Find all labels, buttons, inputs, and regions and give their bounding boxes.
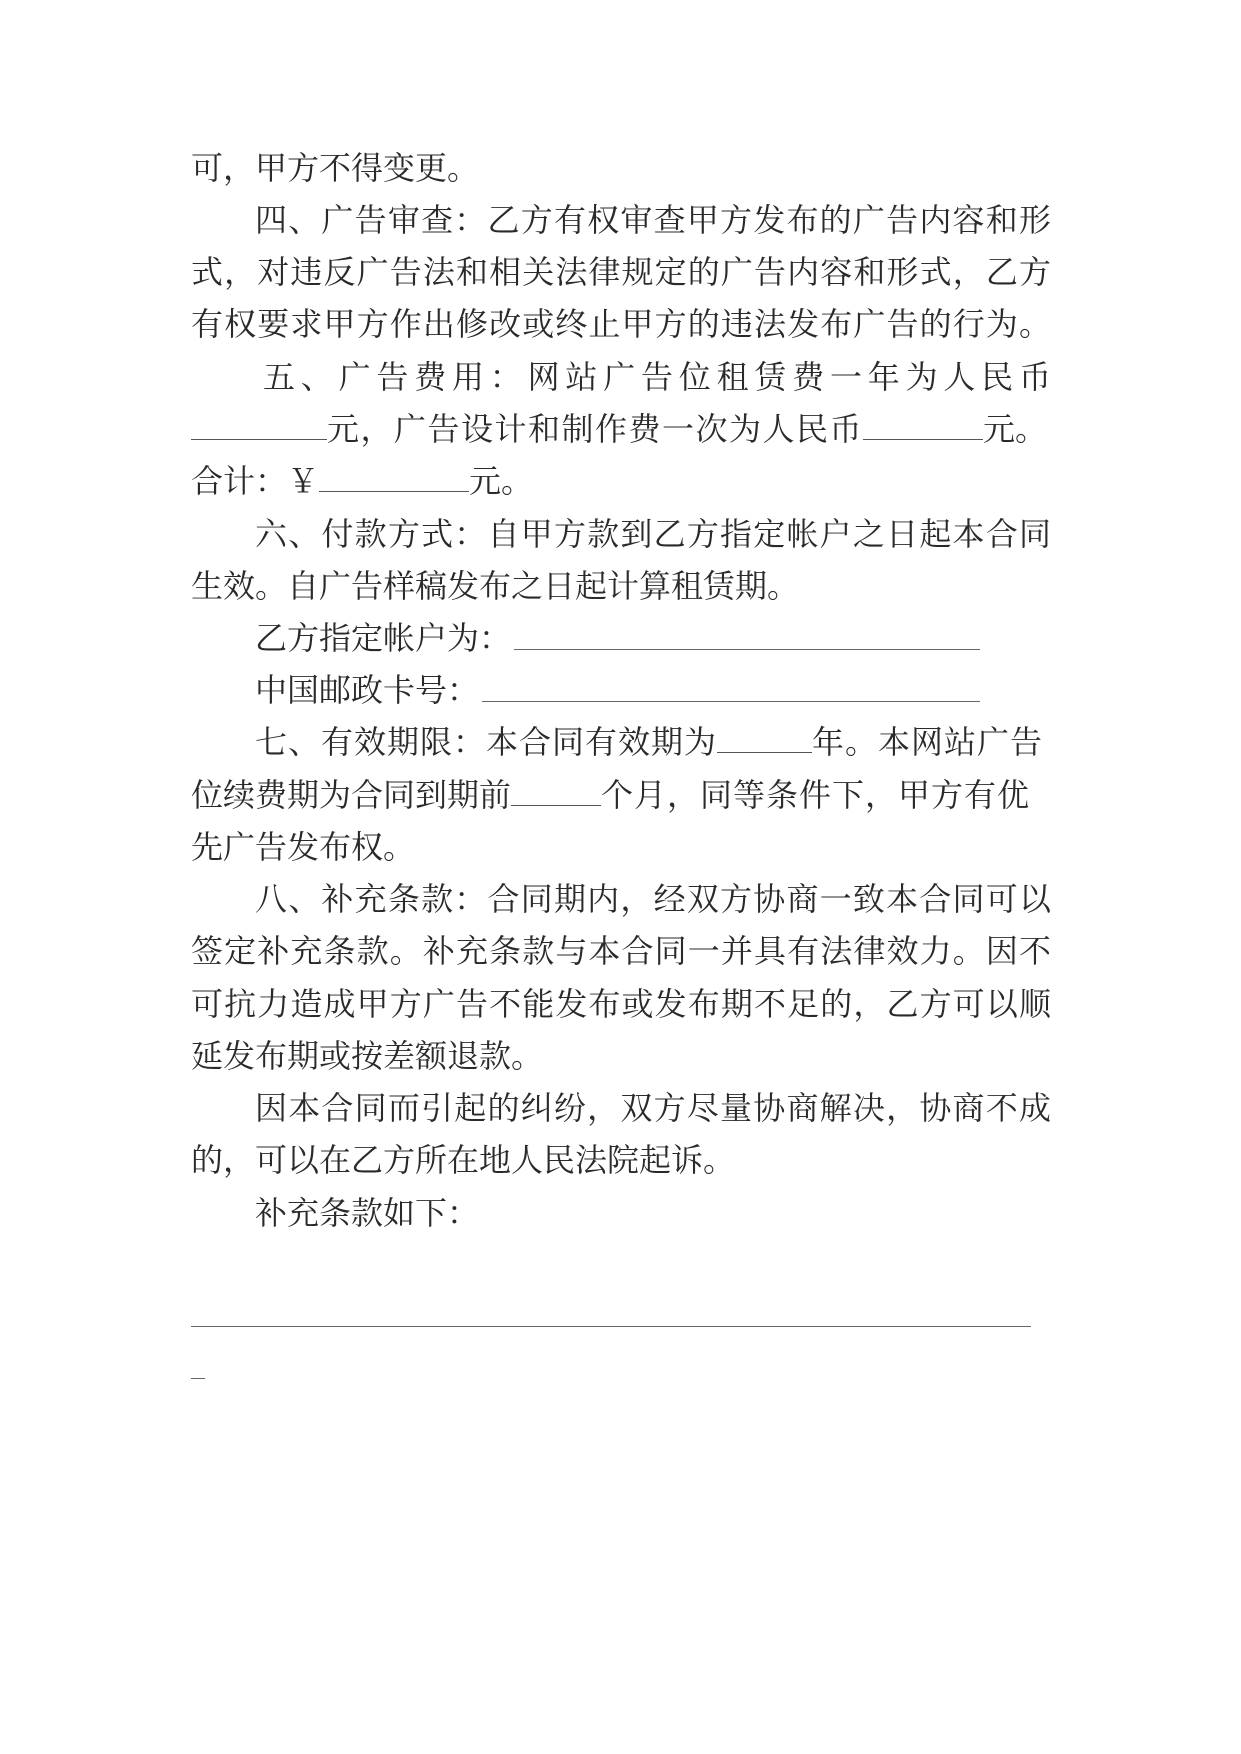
text-segment: 位续费期为合同到期前 — [191, 776, 512, 814]
account-line — [255, 618, 1051, 658]
text-segment: 元，广告设计和制作费一次为人民币 — [327, 410, 864, 448]
clause-4-heading-line: 四、广告审查：乙方有权审查甲方发布的广告内容和形 — [255, 201, 1051, 239]
design-fee-blank[interactable] — [863, 411, 983, 440]
text-segment: 元。 — [983, 410, 1048, 448]
text-segment: 合计：￥ — [191, 462, 320, 500]
clause-6-heading-line: 六、付款方式：自甲方款到乙方指定帐户之日起本合同 — [255, 515, 1051, 553]
text-line: 有权要求甲方作出修改或终止甲方的违法发布广告的行为。 — [191, 305, 1051, 343]
postal-card-line — [255, 670, 1051, 710]
text-line: 延发布期或按差额退款。 — [191, 1037, 544, 1075]
supplementary-terms-blank-line-end[interactable] — [191, 1378, 205, 1379]
text-line: 可抗力造成甲方广告不能发布或发布期不足的，乙方可以顺 — [191, 985, 1051, 1023]
text-line: 签定补充条款。补充条款与本合同一并具有法律效力。因不 — [191, 932, 1051, 970]
total-line — [191, 461, 1051, 501]
text-line: 式，对违反广告法和相关法律规定的广告内容和形式，乙方 — [191, 253, 1051, 291]
rent-amount-blank[interactable] — [191, 411, 327, 440]
renewal-months-blank[interactable] — [511, 777, 601, 806]
supplementary-terms-heading: 补充条款如下： — [255, 1194, 480, 1232]
text-line: 可，甲方不得变更。 — [191, 149, 480, 187]
text-segment: 中国邮政卡号： — [255, 671, 480, 709]
postal-card-blank[interactable] — [482, 701, 980, 702]
clause-7-heading-line — [255, 722, 1051, 762]
text-segment: 乙方指定帐户为： — [255, 619, 512, 657]
validity-years-blank[interactable] — [717, 724, 812, 753]
text-segment: 元。 — [469, 462, 534, 500]
text-line: 的，可以在乙方所在地人民法院起诉。 — [191, 1141, 736, 1179]
text-line: 生效。自广告样稿发布之日起计算租赁期。 — [191, 567, 800, 605]
fee-line — [191, 409, 1051, 449]
renewal-line — [191, 775, 1051, 815]
text-line: 先广告发布权。 — [191, 828, 416, 866]
text-segment: 年。本网站广告 — [812, 723, 1044, 761]
clause-5-heading-line: 五、广告费用：网站广告位租赁费一年为人民币 — [263, 358, 1051, 396]
supplementary-terms-blank-line[interactable] — [191, 1326, 1031, 1327]
total-amount-blank[interactable] — [319, 463, 469, 492]
clause-8-heading-line: 八、补充条款：合同期内，经双方协商一致本合同可以 — [255, 880, 1051, 918]
text-segment: 七、有效期限：本合同有效期为 — [255, 723, 718, 761]
dispute-paragraph-line: 因本合同而引起的纠纷，双方尽量协商解决，协商不成 — [255, 1089, 1051, 1127]
text-segment: 个月，同等条件下，甲方有优 — [601, 776, 1031, 814]
account-blank[interactable] — [514, 649, 980, 650]
